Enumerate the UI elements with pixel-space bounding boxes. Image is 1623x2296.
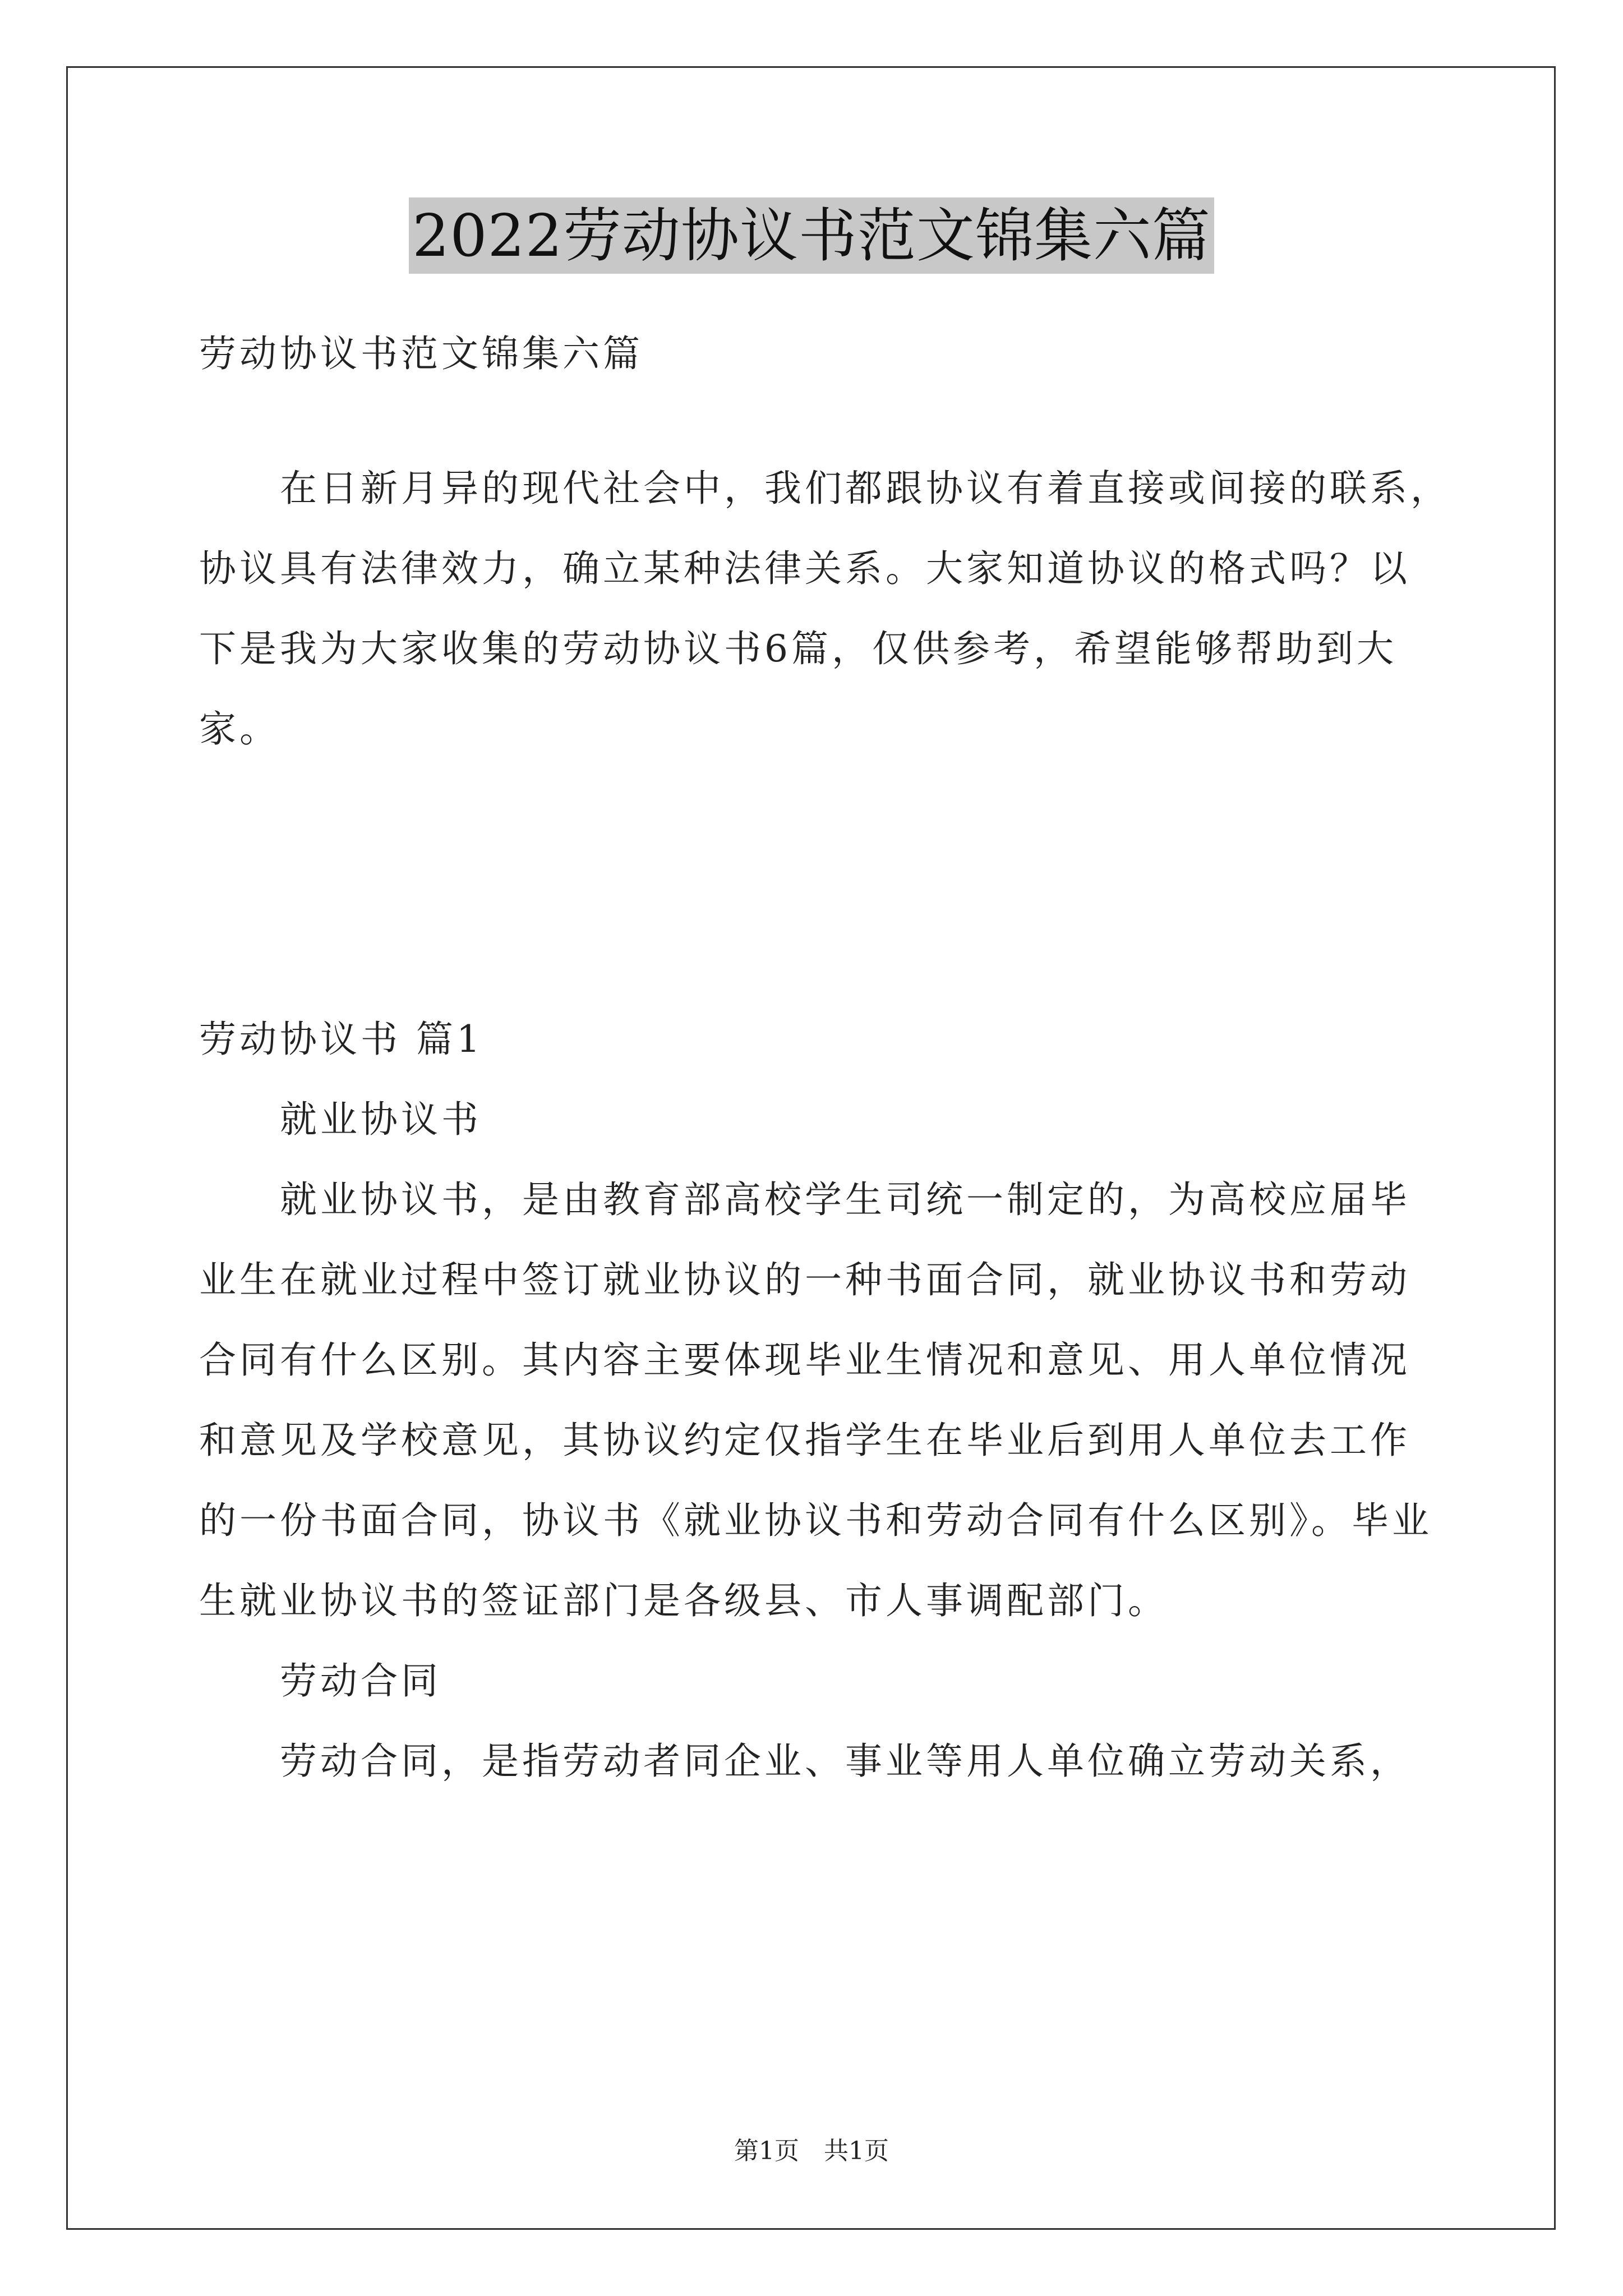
intro-paragraph xyxy=(199,448,1455,769)
document-subtitle: 劳动协议书范文锦集六篇 xyxy=(199,332,643,375)
paragraph-line: 业生在就业过程中签订就业协议的一种书面合同，就业协议书和劳动 xyxy=(199,1258,1410,1301)
paragraph-line: 劳动合同，是指劳动者同企业、事业等用人单位确立劳动关系， xyxy=(280,1740,1410,1783)
sub-heading-labor-contract: 劳动合同 xyxy=(280,1659,441,1703)
page-footer xyxy=(0,2134,1623,2168)
paragraph-line: 生就业协议书的签证部门是各级县、市人事调配部门。 xyxy=(199,1579,1168,1622)
section-heading: 劳动协议书 篇1 xyxy=(199,1018,483,1061)
intro-line: 协议具有法律效力，确立某种法律关系。大家知道协议的格式吗？以 xyxy=(199,547,1410,590)
paragraph-line: 的一份书面合同，协议书《就业协议书和劳动合同有什么区别》。毕业 xyxy=(199,1499,1432,1542)
paragraph-line: 和意见及学校意见，其协议约定仅指学生在毕业后到用人单位去工作 xyxy=(199,1419,1410,1462)
intro-line: 在日新月异的现代社会中，我们都跟协议有着直接或间接的联系， xyxy=(280,467,1451,510)
sub-heading-employment-agreement: 就业协议书 xyxy=(280,1098,482,1141)
document-title: 2022劳动协议书范文锦集六篇 xyxy=(409,197,1214,274)
section-1 xyxy=(199,999,1455,1801)
page-total: 共1页 xyxy=(824,2137,889,2165)
document-body xyxy=(199,314,1455,394)
title-container xyxy=(0,197,1623,274)
intro-line: 下是我为大家收集的劳动协议书6篇，仅供参考，希望能够帮助到大 xyxy=(199,627,1397,670)
intro-line: 家。 xyxy=(199,707,280,751)
paragraph-line: 合同有什么区别。其内容主要体现毕业生情况和意见、用人单位情况 xyxy=(199,1338,1410,1382)
page-number: 第1页 xyxy=(734,2137,799,2165)
paragraph-line: 就业协议书，是由教育部高校学生司统一制定的，为高校应届毕 xyxy=(280,1178,1410,1221)
